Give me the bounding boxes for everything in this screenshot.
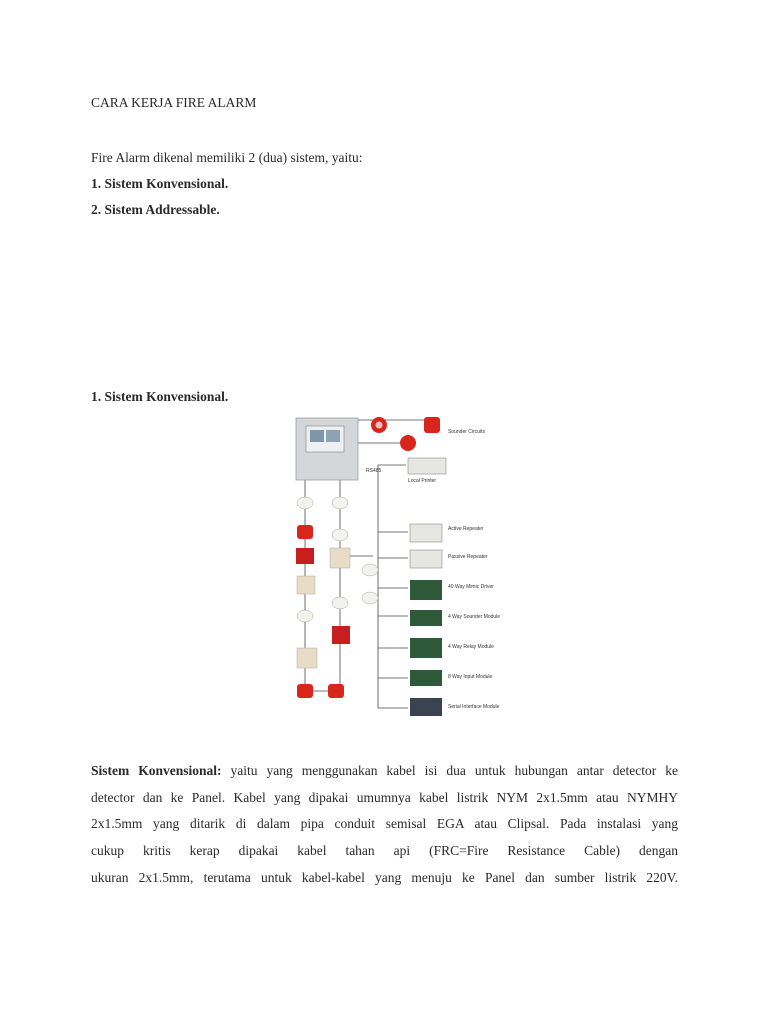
printer-icon [408, 458, 446, 474]
section-heading: 1. Sistem Konvensional. [91, 389, 229, 404]
bus-label: RS485 [366, 468, 382, 474]
zone-2-devices [328, 497, 378, 698]
control-panel [296, 418, 358, 480]
list-item: 1. Sistem Konvensional. [91, 176, 229, 191]
module-label: Passive Repeater [448, 554, 488, 560]
fire-alarm-diagram [288, 408, 501, 726]
body-paragraph [91, 758, 678, 891]
module-label: 8 Way Input Module [448, 674, 493, 680]
intro-text: Fire Alarm dikenal memiliki 2 (dua) sistem, yaitu: [91, 150, 363, 165]
beacon-icon [400, 435, 416, 451]
zone-1-devices [296, 497, 317, 698]
paragraph-line: cukup kritis kerap dipakai kabel tahan api (FRC=Fire Resistance Cable) dengan [91, 843, 678, 859]
paragraph-line: Sistem Konvensional: yaitu yang menggunakan kabel isi dua untuk hubungan antar detector ke [91, 763, 679, 778]
module-label: 4 Way Relay Module [448, 644, 494, 650]
printer-label: Local Printer [408, 478, 437, 484]
document-title: CARA KERJA FIRE ALARM [91, 95, 257, 110]
list-item: 2. Sistem Addressable. [91, 202, 220, 217]
paragraph-term: Sistem Konvensional: [91, 763, 222, 778]
paragraph-line: 2x1.5mm yang ditarik di dalam pipa conduit semisal EGA atau Clipsal. Pada instalasi yang [91, 816, 678, 832]
sounder-icon-center [376, 422, 383, 429]
paragraph-line: ukuran 2x1.5mm, terutama untuk kabel-kabel yang menuju ke Panel dan sumber listrik 220V. [91, 869, 678, 885]
module-devices [410, 524, 442, 716]
sounder-label: Sounder Circuits [448, 429, 485, 435]
paragraph-line: detector dan ke Panel. Kabel yang dipakai umumnya kabel listrik NYM 2x1.5mm atau NYMHY [91, 789, 678, 805]
module-label: 4 Way Sounder Module [448, 614, 501, 620]
module-label: Active Repeater [448, 526, 484, 532]
module-label: 40 Way Mimic Driver [448, 584, 494, 590]
sounder-icon [424, 417, 440, 433]
module-label: Serial Interface Module [448, 704, 500, 710]
